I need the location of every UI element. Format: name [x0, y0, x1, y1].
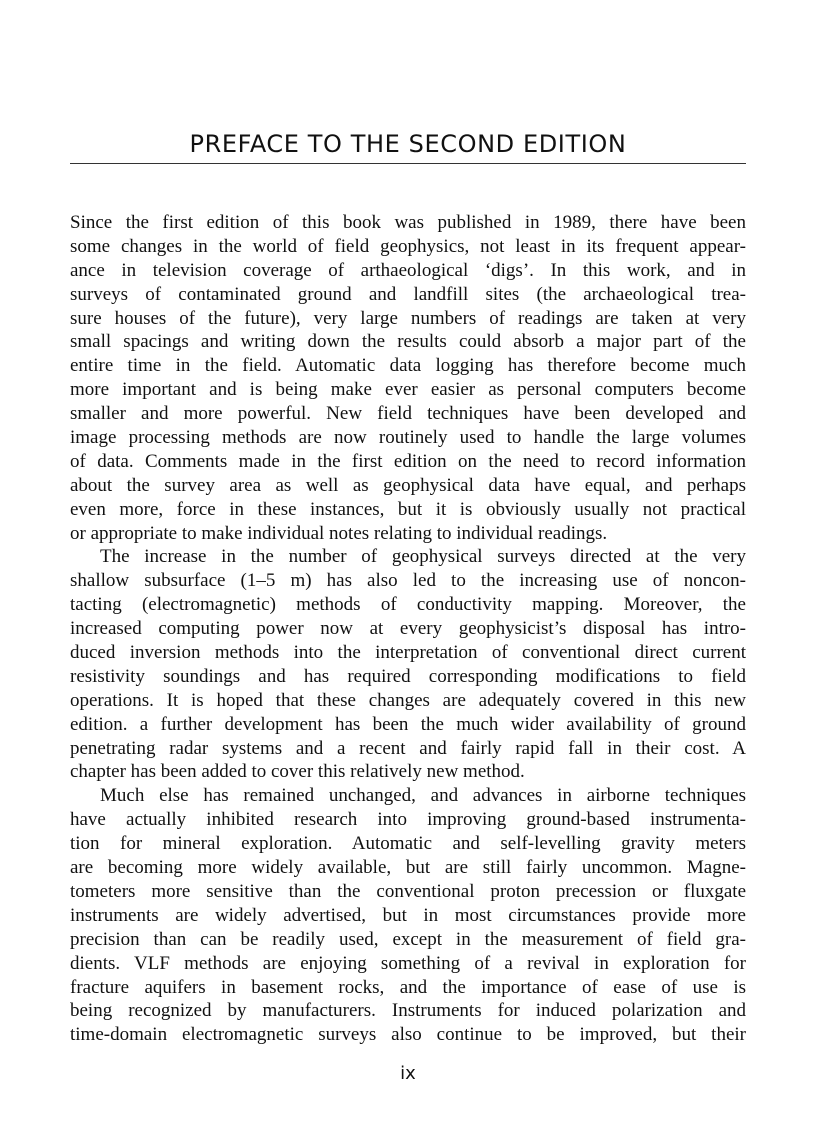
text-line: The increase in the number of geophysical surveys directed at the very [100, 546, 746, 568]
text-line: smaller and more powerful. New field techniques have been developed and [70, 403, 746, 425]
text-line: Much else has remained unchanged, and advances in airborne techniques [100, 785, 746, 807]
text-line: duced inversion methods into the interpretation of conventional direct current [70, 642, 746, 664]
text-line: sure houses of the future), very large numbers of readings are taken at very [70, 307, 746, 329]
text-line: tometers more sensitive than the conventional proton precession or fluxgate [70, 880, 746, 902]
body-text [70, 211, 746, 1047]
text-line: chapter has been added to cover this relatively new method. [70, 761, 525, 783]
text-line: are becoming more widely available, but are still fairly uncommon. Magne- [70, 857, 746, 879]
text-line: instruments are widely advertised, but in most circumstances provide more [70, 904, 746, 926]
paragraph [70, 211, 746, 545]
text-line: dients. VLF methods are enjoying something of a revival in exploration for [70, 952, 746, 974]
text-line: of data. Comments made in the first edition on the need to record information [70, 450, 746, 472]
text-line: have actually inhibited research into improving ground-based instrumenta- [70, 809, 746, 831]
text-line: tacting (electromagnetic) methods of conductivity mapping. Moreover, the [70, 594, 746, 616]
text-line: more important and is being make ever easier as personal computers become [70, 379, 746, 401]
text-line: shallow subsurface (1–5 m) has also led to the increasing use of noncon- [70, 570, 746, 592]
text-line: small spacings and writing down the results could absorb a major part of the [70, 331, 746, 353]
title-rule [70, 163, 746, 164]
text-line: surveys of contaminated ground and landfill sites (the archaeological trea- [70, 283, 746, 305]
text-line: ance in television coverage of arthaeological ‘digs’. In this work, and in [70, 259, 746, 281]
text-line: image processing methods are now routinely used to handle the large volumes [70, 427, 746, 449]
text-line: about the survey area as well as geophysical data have equal, and perhaps [70, 474, 746, 496]
text-line: penetrating radar systems and a recent and fairly rapid fall in their cost. A [70, 737, 746, 759]
text-line: operations. It is hoped that these changes are adequately covered in this new [70, 689, 746, 711]
text-line: fracture aquifers in basement rocks, and the importance of ease of use is [70, 976, 746, 998]
page-number: ix [400, 1063, 416, 1084]
text-line: entire time in the field. Automatic data logging has therefore become much [70, 355, 746, 377]
text-line: precision than can be readily used, except in the measurement of field gra- [70, 928, 746, 950]
text-line: Since the first edition of this book was published in 1989, there have been [70, 212, 746, 233]
text-line: tion for mineral exploration. Automatic and self-levelling gravity meters [70, 833, 746, 855]
page-title: PREFACE TO THE SECOND EDITION [189, 130, 627, 158]
text-line: being recognized by manufacturers. Instruments for induced polarization and [70, 1000, 746, 1022]
text-line: edition. a further development has been the much wider availability of ground [70, 713, 746, 735]
paragraph [70, 784, 746, 1047]
paragraph [70, 545, 746, 784]
text-line: or appropriate to make individual notes relating to individual readings. [70, 522, 608, 544]
text-line: some changes in the world of field geophysics, not least in its frequent appear- [70, 235, 746, 257]
text-line: increased computing power now at every geophysicist’s disposal has intro- [70, 618, 746, 640]
text-line: even more, force in these instances, but it is obviously usually not practical [70, 498, 746, 520]
text-line: resistivity soundings and has required corresponding modifications to field [70, 665, 746, 687]
text-line: time-domain electromagnetic surveys also continue to be improved, but their [70, 1024, 746, 1046]
